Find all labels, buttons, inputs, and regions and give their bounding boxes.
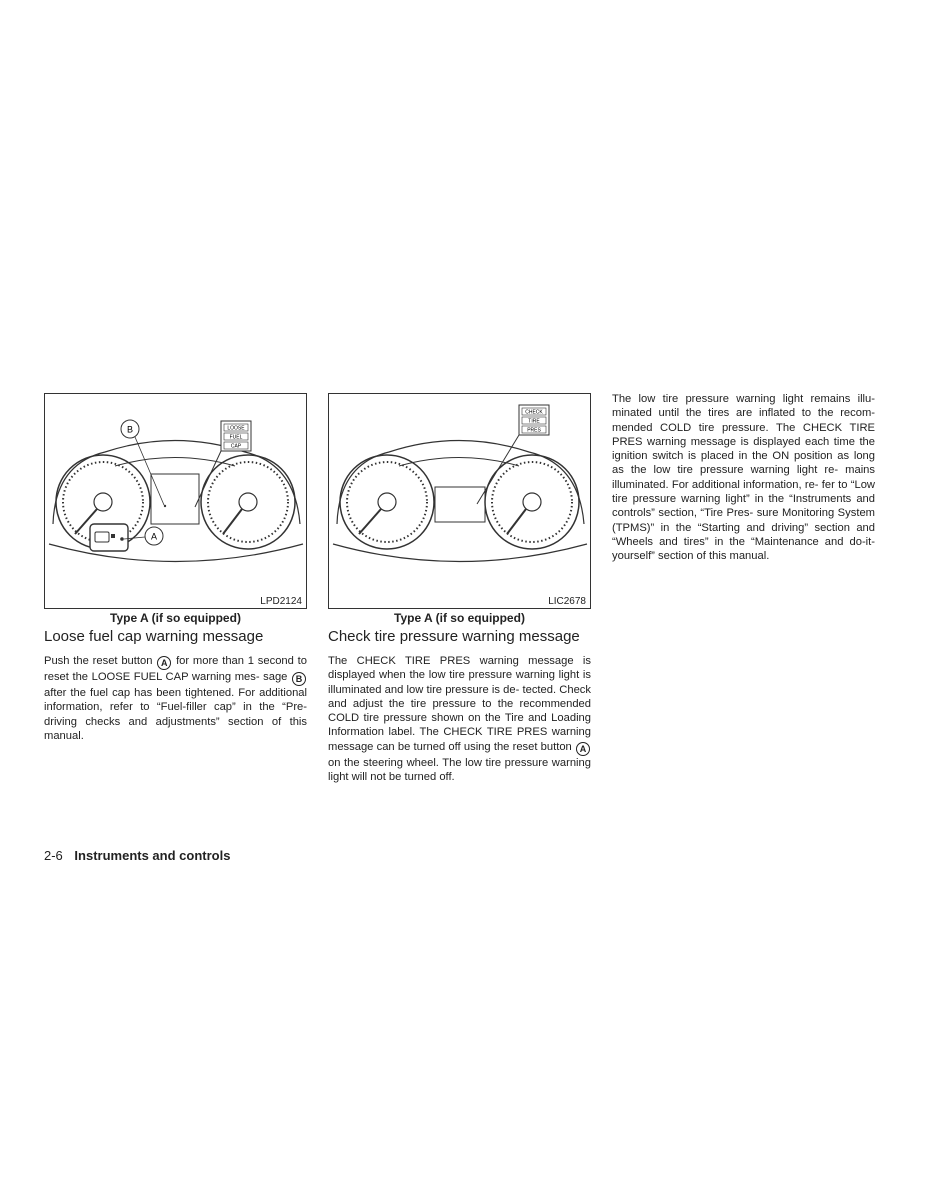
figure-check-tire-pres [328,393,591,609]
display-line-3: PRES [527,427,541,434]
callout-b-label: B [126,424,134,435]
reset-button-inset [90,524,128,551]
section-heading-loose-fuel-cap: Loose fuel cap warning message [44,628,264,645]
display-line-2: FUEL [229,434,243,441]
body-text-part: for more than 1 second to reset the LOOSE FUEL CAP warning mes- sage [44,655,308,683]
footer-section-title: Instruments and controls [74,848,231,863]
figure-code: LIC2678 [548,596,586,607]
callout-a-label: A [150,531,158,542]
body-text-part: after the fuel cap has been tightened. For additional information, refer to “Fuel-filler cap” in the “Pre-driving checks and adjustments” section of this manual. [44,687,307,742]
body-text-part: on the steering wheel. The low tire pressure warning light will not be turned off. [328,756,591,784]
section-body-low-tire-pressure-light: The low tire pressure warning light remains illu- minated until the tires are inflated to the recom- mended COLD tire pressure. The CHECK TIRE PRES warning message is displayed each time the ignition switch is placed in the ON position as long as the low tire pressure warning light re- mains illuminated. For additional information, re- fer to “Low tire pressure warning light” in the “Instruments and controls” section, “Tire Pres- sure Monitoring System (TPMS)” in the “Starting and driving” section and “Wheels and tires” in the “Maintenance and do-it-yourself” section of this manual. [612,393,875,563]
section-heading-check-tire-pressure: Check tire pressure warning message [328,628,580,645]
speedometer-gauge [340,455,434,549]
page-number: 2-6 [44,848,63,863]
tachometer-gauge [201,455,295,549]
page-footer [44,848,230,863]
callout-a-marker: A [576,742,590,756]
section-body-check-tire-pressure [328,654,591,784]
instrument-cluster-illustration [329,394,590,608]
display-line-2: TIRE [528,418,540,425]
body-text-part: The CHECK TIRE PRES warning message is displayed when the low tire pressure warning light is illuminated and low tire pressure is de- tected. Check and adjust the tire pressure to the recommended COLD tire pressure shown on the Tire and Loading Information label. The CHECK TIRE PRES warning message can be turned off using the reset button [328,655,591,753]
figure-loose-fuel-cap [44,393,307,609]
display-line-1: CHECK [525,409,543,416]
section-body-loose-fuel-cap [44,654,307,743]
tachometer-gauge [485,455,579,549]
figure-caption: Type A (if so equipped) [394,611,525,625]
figure-caption: Type A (if so equipped) [110,611,241,625]
callout-b-marker: B [292,672,306,686]
callout-a-marker: A [157,656,171,670]
body-text-part: Push the reset button [44,655,153,667]
instrument-cluster-illustration [45,394,306,608]
figure-code: LPD2124 [260,596,302,607]
display-line-3: CAP [230,443,242,450]
display-line-1: LOOSE [227,425,245,432]
